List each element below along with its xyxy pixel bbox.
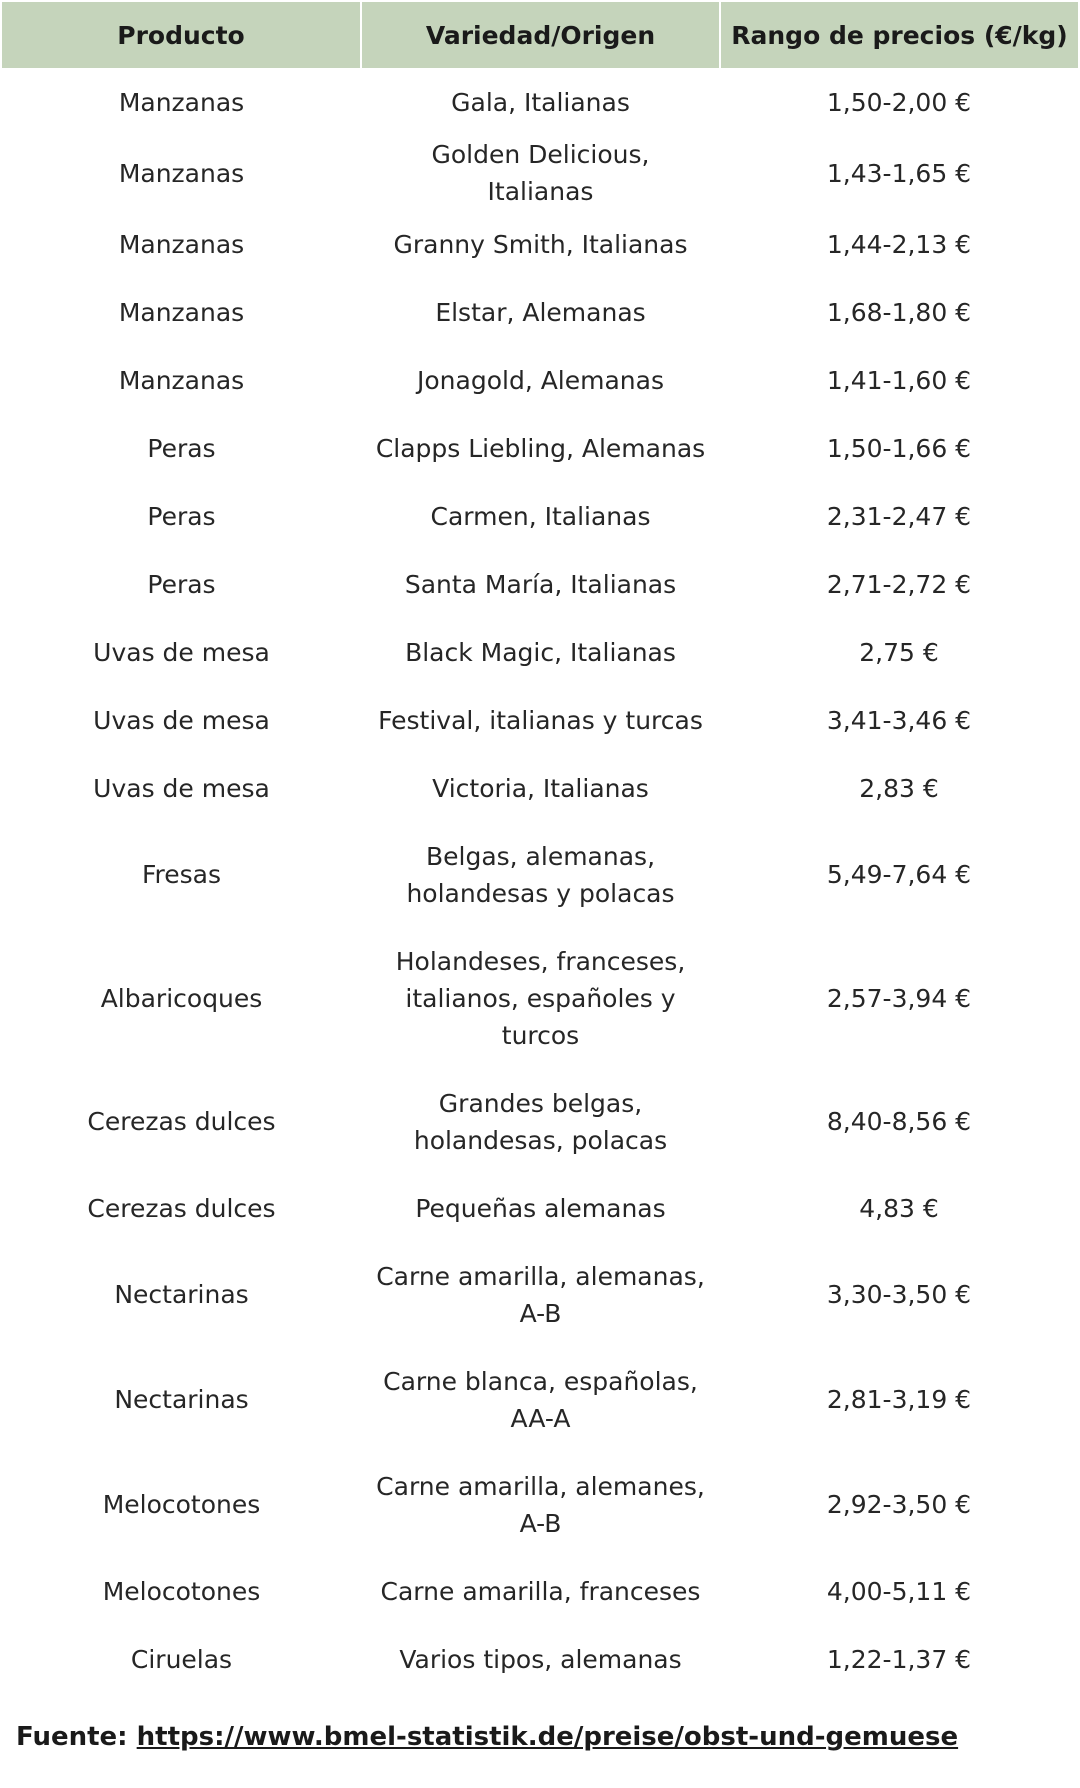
cell-variedad: Varios tipos, alemanas (399, 1644, 682, 1674)
cell-precio: 2,83 € (859, 773, 939, 803)
cell-precio: 2,71-2,72 € (826, 569, 972, 599)
table-row (2, 686, 1078, 754)
cell-producto: Ciruelas (130, 1644, 233, 1674)
cell-variedad: Elstar, Alemanas (435, 297, 646, 327)
table-body (2, 68, 1078, 1693)
table-row (2, 1625, 1078, 1693)
cell-precio: 2,75 € (859, 637, 939, 667)
cell-precio: 2,92-3,50 € (826, 1490, 972, 1519)
cell-producto: Manzanas (118, 87, 245, 117)
price-table (2, 2, 1078, 1693)
cell-producto: Peras (147, 501, 216, 531)
table-row (2, 1174, 1078, 1242)
cell-variedad: Carne amarilla, franceses (380, 1576, 701, 1606)
cell-variedad: Grandes belgas, holandesas, polacas (413, 1088, 668, 1155)
table-header (2, 2, 1078, 68)
cell-producto: Uvas de mesa (93, 773, 270, 803)
cell-variedad: Carmen, Italianas (430, 501, 651, 531)
cell-precio: 4,83 € (859, 1193, 939, 1223)
cell-variedad: Belgas, alemanas, holandesas y polacas (406, 841, 675, 908)
header-row (2, 2, 1078, 68)
cell-producto: Manzanas (118, 158, 245, 188)
cell-producto: Cerezas dulces (87, 1193, 276, 1223)
table-row (2, 278, 1078, 346)
cell-producto: Manzanas (118, 297, 245, 327)
cell-producto: Peras (147, 569, 216, 599)
cell-precio: 2,31-2,47 € (826, 501, 972, 531)
cell-producto: Fresas (141, 860, 222, 889)
cell-variedad: Pequeñas alemanas (415, 1193, 666, 1223)
table-row (2, 1347, 1078, 1452)
cell-precio: 3,41-3,46 € (826, 705, 972, 735)
cell-producto: Manzanas (118, 229, 245, 259)
cell-producto: Melocotones (102, 1490, 261, 1519)
table-row (2, 822, 1078, 927)
cell-precio: 2,81-3,19 € (826, 1385, 972, 1414)
cell-variedad: Black Magic, Italianas (405, 637, 676, 667)
cell-variedad: Granny Smith, Italianas (393, 229, 688, 259)
cell-producto: Cerezas dulces (87, 1107, 276, 1136)
cell-variedad: Jonagold, Alemanas (417, 365, 664, 395)
table-row (2, 346, 1078, 414)
cell-producto: Nectarinas (114, 1385, 249, 1414)
cell-variedad: Victoria, Italianas (432, 773, 649, 803)
table-row (2, 482, 1078, 550)
header-variedad-origen: Variedad/Origen (361, 2, 720, 68)
cell-variedad: Carne amarilla, alemanes, A-B (376, 1471, 705, 1538)
cell-variedad: Festival, italianas y turcas (378, 705, 703, 735)
cell-producto: Uvas de mesa (93, 637, 270, 667)
table-row (2, 136, 1078, 210)
table-row (2, 1242, 1078, 1347)
cell-precio: 1,41-1,60 € (826, 365, 972, 395)
header-rango-precios: Rango de precios (€/kg) (720, 2, 1078, 68)
cell-precio: 2,57-3,94 € (826, 983, 972, 1013)
cell-variedad: Clapps Liebling, Alemanas (375, 433, 706, 463)
cell-precio: 1,50-1,66 € (826, 433, 972, 463)
cell-precio: 3,30-3,50 € (826, 1280, 972, 1309)
cell-producto: Manzanas (118, 365, 245, 395)
header-producto: Producto (2, 2, 361, 68)
table-row (2, 68, 1078, 136)
source-label: Fuente: (16, 1722, 128, 1752)
table-row (2, 210, 1078, 278)
cell-variedad: Carne blanca, españolas, AA-A (383, 1366, 698, 1433)
cell-precio: 8,40-8,56 € (826, 1107, 972, 1136)
table-row (2, 618, 1078, 686)
cell-variedad: Gala, Italianas (451, 87, 630, 117)
cell-variedad: Carne amarilla, alemanas, A-B (376, 1261, 705, 1328)
table-row (2, 927, 1078, 1069)
cell-producto: Albaricoques (100, 983, 263, 1013)
table-row (2, 1452, 1078, 1557)
table-row (2, 414, 1078, 482)
cell-precio: 1,22-1,37 € (826, 1644, 972, 1674)
cell-variedad: Golden Delicious, Italianas (431, 140, 650, 206)
cell-producto: Uvas de mesa (93, 705, 270, 735)
table-row (2, 550, 1078, 618)
cell-precio: 5,49-7,64 € (826, 860, 972, 889)
table-row (2, 754, 1078, 822)
cell-precio: 4,00-5,11 € (826, 1576, 972, 1606)
cell-precio: 1,44-2,13 € (826, 229, 972, 259)
table-row (2, 1557, 1078, 1625)
cell-variedad: Holandeses, franceses, italianos, españoles y turcos (395, 946, 686, 1050)
cell-precio: 1,68-1,80 € (826, 297, 972, 327)
cell-precio: 1,43-1,65 € (826, 158, 972, 188)
price-table-container (2, 2, 1078, 1693)
cell-precio: 1,50-2,00 € (826, 87, 972, 117)
cell-producto: Nectarinas (114, 1280, 249, 1309)
cell-variedad: Santa María, Italianas (404, 569, 677, 599)
cell-producto: Melocotones (102, 1576, 261, 1606)
table-row (2, 1069, 1078, 1174)
source-link[interactable]: https://www.bmel-statistik.de/preise/obst-und-gemuese (136, 1722, 959, 1752)
source-footer (16, 1722, 958, 1752)
cell-producto: Peras (147, 433, 216, 463)
